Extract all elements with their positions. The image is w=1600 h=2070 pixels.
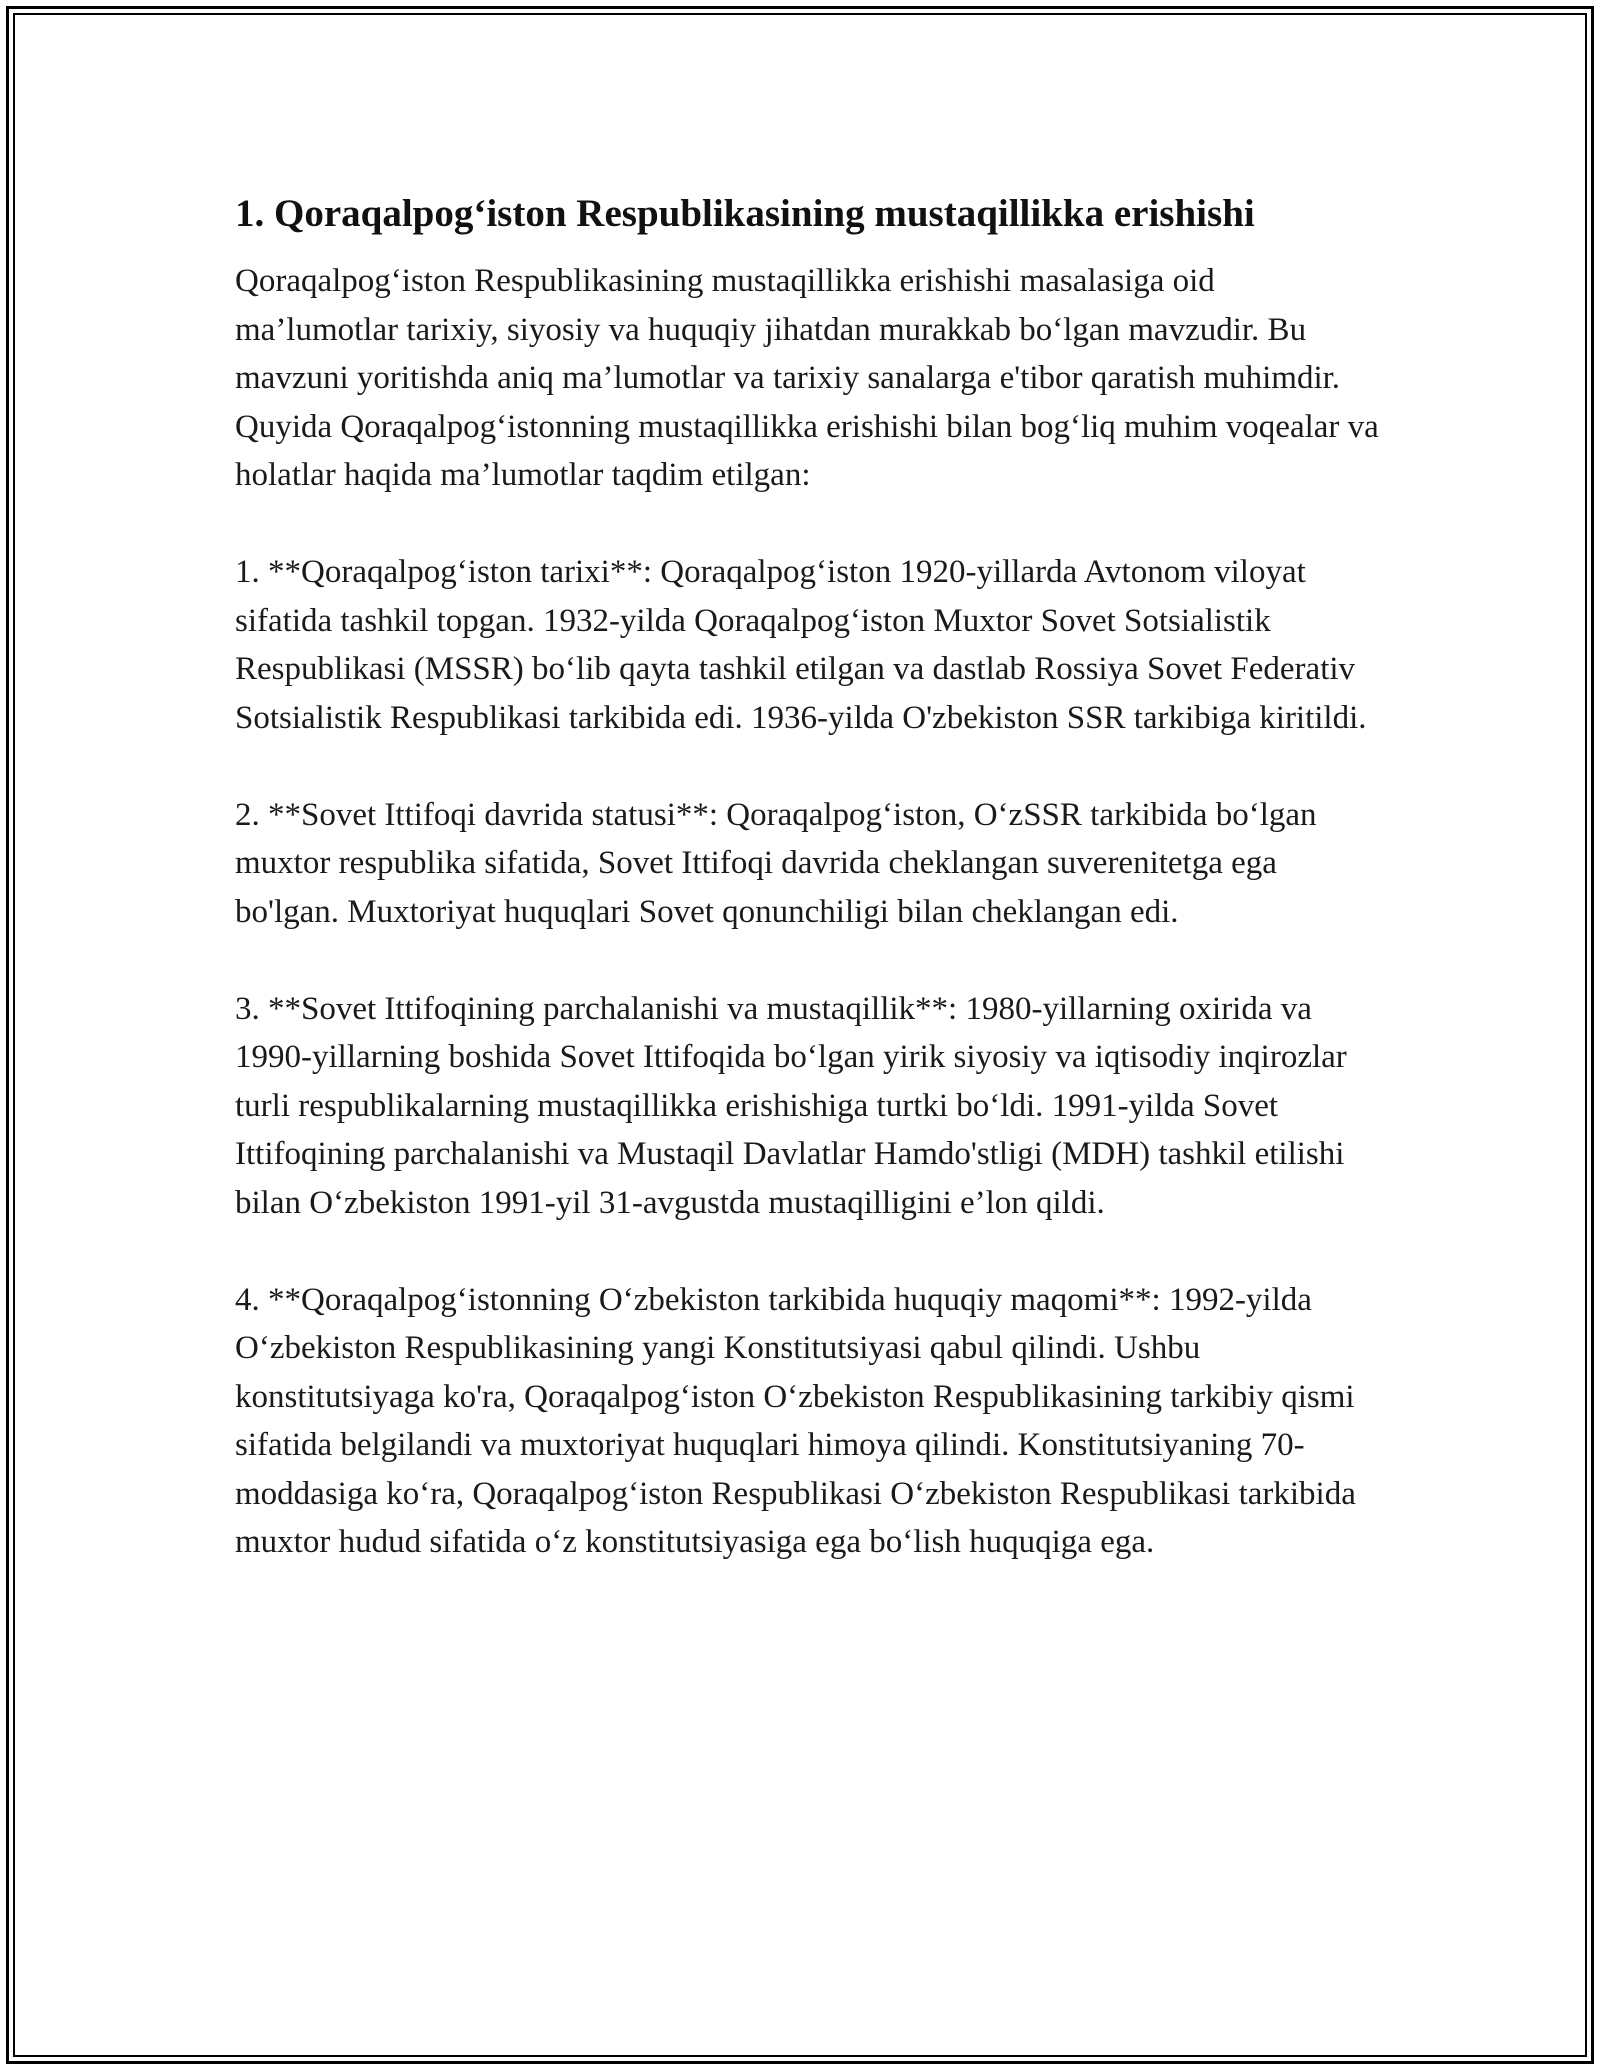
document-body [235,188,1380,1567]
intro-paragraph: Qoraqalpog‘iston Respublikasining mustaqillikka erishishi masalasiga oid ma’lumotlar tarixiy, siyosiy va huquqiy jihatdan murakkab bo‘lgan mavzudir. Bu mavzuni yoritishda aniq ma’lumotlar va tarixiy sanalarga e'tibor qaratish muhimdir. Quyida Qoraqalpog‘istonning mustaqillikka erishishi bilan bog‘liq muhim voqealar va holatlar haqida ma’lumotlar taqdim etilgan: [235,263,1379,493]
paragraph-item-4: 4. **Qoraqalpog‘istonning O‘zbekiston tarkibida huquqiy maqomi**: 1992-yilda O‘zbekiston Respublikasining yangi Konstitutsiyasi qabul qilindi. Ushbu konstitutsiyaga ko'ra, Qoraqalpog‘iston O‘zbekiston Respublikasining tarkibiy qismi sifatida belgilandi va muxtoriyat huquqlari himoya qilindi. Konstitutsiyaning 70-moddasiga ko‘ra, Qoraqalpog‘iston Respublikasi O‘zbekiston Respublikasi tarkibida muxtor hudud sifatida o‘z konstitutsiyasiga ega bo‘lish huquqiga ega. [235,1281,1356,1560]
section-heading: 1. Qoraqalpog‘iston Respublikasining mustaqillikka erishishi [235,192,1255,235]
paragraph-item-1: 1. **Qoraqalpog‘iston tarixi**: Qoraqalpog‘iston 1920-yillarda Avtonom viloyat sifatida tashkil topgan. 1932-yilda Qoraqalpog‘iston Muxtor Sovet Sotsialistik Respublikasi (MSSR) bo‘lib qayta tashkil etilgan va dastlab Rossiya Sovet Federativ Sotsialistik Respublikasi tarkibida edi. 1936-yilda O'zbekiston SSR tarkibiga kiritildi. [235,554,1367,736]
paragraph-item-3: 3. **Sovet Ittifoqining parchalanishi va mustaqillik**: 1980-yillarning oxirida va 1990-yillarning boshida Sovet Ittifoqida bo‘lgan yirik siyosiy va iqtisodiy inqirozlar turli respublikalarning mustaqillikka erishishiga turtki bo‘ldi. 1991-yilda Sovet Ittifoqining parchalanishi va Mustaqil Davlatlar Hamdo'stligi (MDH) tashkil etilishi bilan O‘zbekiston 1991-yil 31-avgustda mustaqilligini e’lon qildi. [235,990,1347,1221]
paragraph-item-2: 2. **Sovet Ittifoqi davrida statusi**: Qoraqalpog‘iston, O‘zSSR tarkibida bo‘lgan muxtor respublika sifatida, Sovet Ittifoqi davrida cheklangan suverenitetga ega bo'lgan. Muxtoriyat huquqlari Sovet qonunchiligi bilan cheklangan edi. [235,796,1317,930]
